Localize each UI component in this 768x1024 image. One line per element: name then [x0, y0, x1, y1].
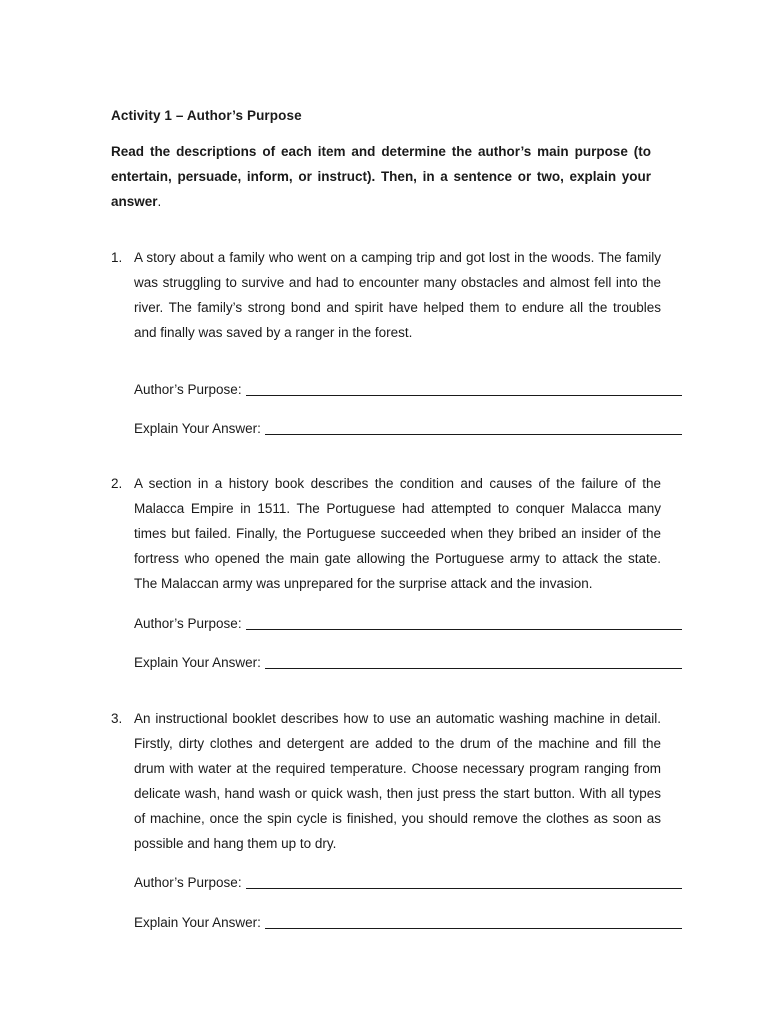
question-number: 2.: [111, 476, 123, 491]
purpose-label: Author’s Purpose:: [134, 616, 242, 631]
purpose-answer-line[interactable]: [246, 616, 682, 630]
question-description: A story about a family who went on a camping trip and got lost in the woods. The family was struggling to survive and had to encounter many obstacles and almost fell into the river. The family’s strong bond and spirit have helped them to endure all the troubles and finally was saved by a ranger in the forest.: [134, 250, 661, 340]
explain-answer-line[interactable]: [265, 421, 682, 435]
purpose-label: Author’s Purpose:: [134, 382, 242, 397]
question-number: 1.: [111, 250, 123, 265]
explain-label: Explain Your Answer:: [134, 915, 261, 930]
explain-answer-line[interactable]: [265, 915, 682, 929]
purpose-answer-row-3: [134, 872, 682, 892]
question-number: 3.: [111, 711, 123, 726]
instructions-text: Read the descriptions of each item and determine the author’s main purpose (to entertain, persuade, inform, or instruct). Then, in a sentence or two, explain your answer: [111, 144, 651, 209]
question-description: An instructional booklet describes how to use an automatic washing machine in detail. Firstly, dirty clothes and detergent are added to the drum of the machine and fill the drum with water at the required temperature. Choose necessary program ranging from delicate wash, hand wash or quick wash, then just press the start button. With all types of machine, once the spin cycle is finished, you should remove the clothes as soon as possible and hang them up to dry.: [134, 711, 661, 851]
explain-label: Explain Your Answer:: [134, 655, 261, 670]
purpose-answer-line[interactable]: [246, 875, 682, 889]
explain-label: Explain Your Answer:: [134, 421, 261, 436]
explain-answer-row-3: [134, 912, 682, 932]
purpose-answer-row-1: [134, 379, 682, 399]
activity-instructions: [111, 139, 651, 214]
purpose-answer-line[interactable]: [246, 382, 682, 396]
explain-answer-line[interactable]: [265, 655, 682, 669]
purpose-label: Author’s Purpose:: [134, 875, 242, 890]
explain-answer-row-2: [134, 652, 682, 672]
instructions-period: .: [157, 194, 162, 209]
purpose-answer-row-2: [134, 613, 682, 633]
activity-title: Activity 1 – Author’s Purpose: [111, 108, 302, 123]
question-description: A section in a history book describes the condition and causes of the failure of the Malacca Empire in 1511. The Portuguese had attempted to conquer Malacca many times but failed. Finally, the Portuguese succeeded when they bribed an insider of the fortress who opened the main gate allowing the Portuguese army to attack the state. The Malaccan army was unprepared for the surprise attack and the invasion.: [134, 476, 661, 591]
explain-answer-row-1: [134, 418, 682, 438]
